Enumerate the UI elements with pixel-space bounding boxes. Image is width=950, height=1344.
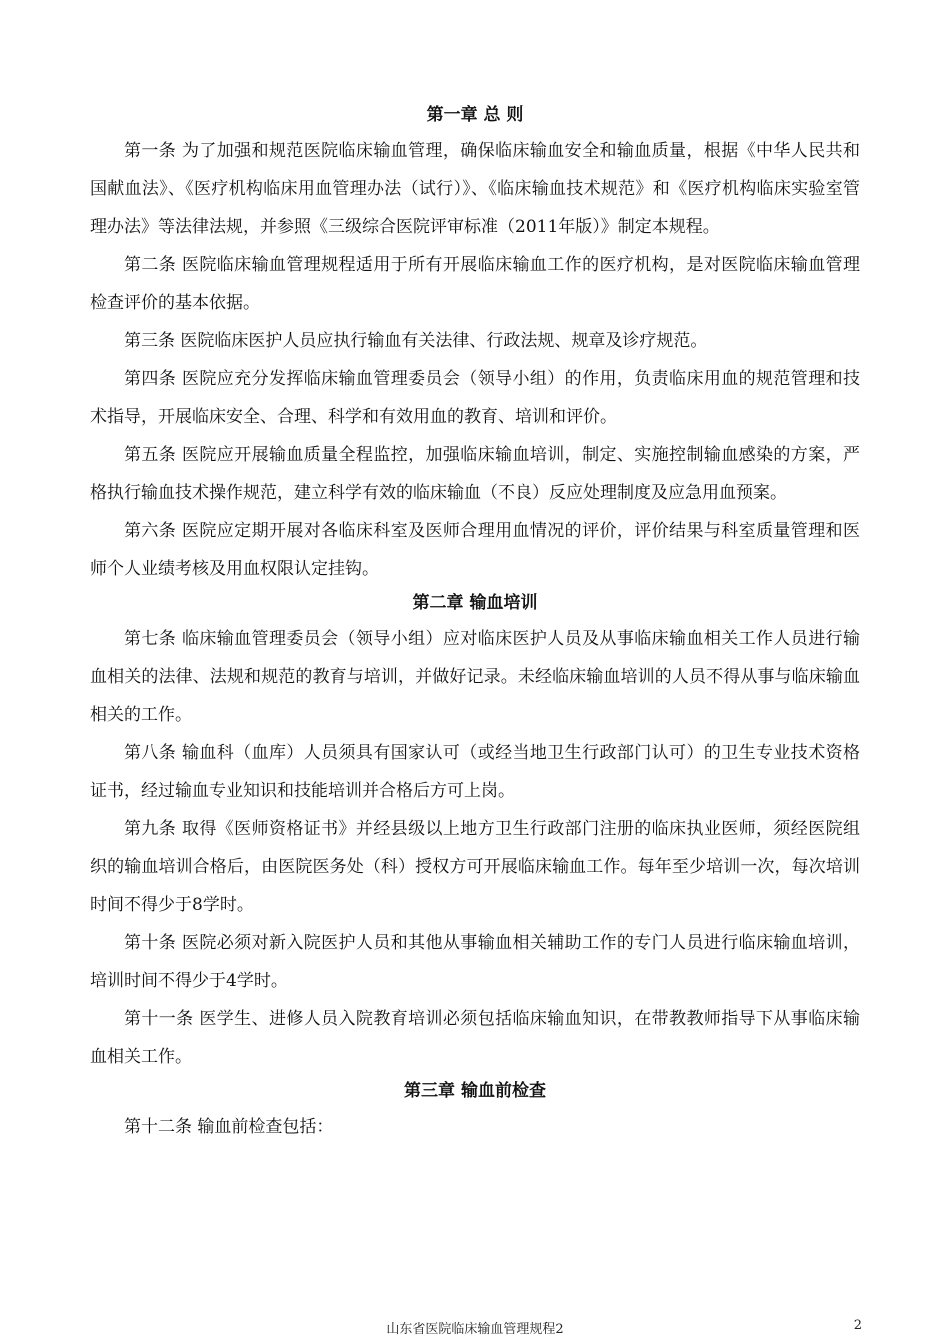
article-11: 第十一条 医学生、进修人员入院教育培训必须包括临床输血知识，在带教教师指导下从事临床输血相关工作。: [90, 1009, 860, 1067]
article-3: 第三条 医院临床医护人员应执行输血有关法律、行政法规、规章及诊疗规范。: [124, 331, 708, 351]
footer-document-title: 山东省医院临床输血管理规程2: [386, 1322, 564, 1337]
article-10: 第十条 医院必须对新入院医护人员和其他从事输血相关辅助工作的专门人员进行临床输血培训，培训时间不得少于4学时。: [90, 933, 860, 991]
footer-page-number: 2: [853, 1318, 862, 1333]
article-4: 第四条 医院应充分发挥临床输血管理委员会（领导小组）的作用，负责临床用血的规范管理和技术指导，开展临床安全、合理、科学和有效用血的教育、培训和评价。: [90, 369, 860, 427]
document-body: [90, 100, 860, 1146]
article-2: 第二条 医院临床输血管理规程适用于所有开展临床输血工作的医疗机构，是对医院临床输血管理检查评价的基本依据。: [90, 255, 860, 313]
article-5: 第五条 医院应开展输血质量全程监控，加强临床输血培训，制定、实施控制输血感染的方案，严格执行输血技术操作规范，建立科学有效的临床输血（不良）反应处理制度及应急用血预案。: [90, 445, 860, 503]
article-1: 第一条 为了加强和规范医院临床输血管理，确保临床输血安全和输血质量，根据《中华人民共和国献血法》、《医疗机构临床用血管理办法（试行）》、《临床输血技术规范》和《医疗机构临床实验室管理办法》等法律法规，并参照《三级综合医院评审标准（2011年版）》制定本规程。: [90, 141, 860, 237]
article-8: 第八条 输血科（血库）人员须具有国家认可（或经当地卫生行政部门认可）的卫生专业技术资格证书，经过输血专业知识和技能培训并合格后方可上岗。: [90, 743, 860, 801]
article-7: 第七条 临床输血管理委员会（领导小组）应对临床医护人员及从事临床输血相关工作人员进行输血相关的法律、法规和规范的教育与培训，并做好记录。未经临床输血培训的人员不得从事与临床输血相关的工作。: [90, 629, 860, 725]
chapter-2-title: 第二章 输血培训: [412, 593, 538, 613]
chapter-1-title: 第一章 总 则: [426, 105, 524, 125]
chapter-3-title: 第三章 输血前检查: [404, 1081, 546, 1101]
article-9: 第九条 取得《医师资格证书》并经县级以上地方卫生行政部门注册的临床执业医师，须经医院组织的输血培训合格后，由医院医务处（科）授权方可开展临床输血工作。每年至少培训一次，每次培训时间不得少于8学时。: [90, 819, 860, 915]
article-6: 第六条 医院应定期开展对各临床科室及医师合理用血情况的评价，评价结果与科室质量管理和医师个人业绩考核及用血权限认定挂钩。: [90, 521, 860, 579]
article-12: 第十二条 输血前检查包括：: [124, 1117, 334, 1137]
